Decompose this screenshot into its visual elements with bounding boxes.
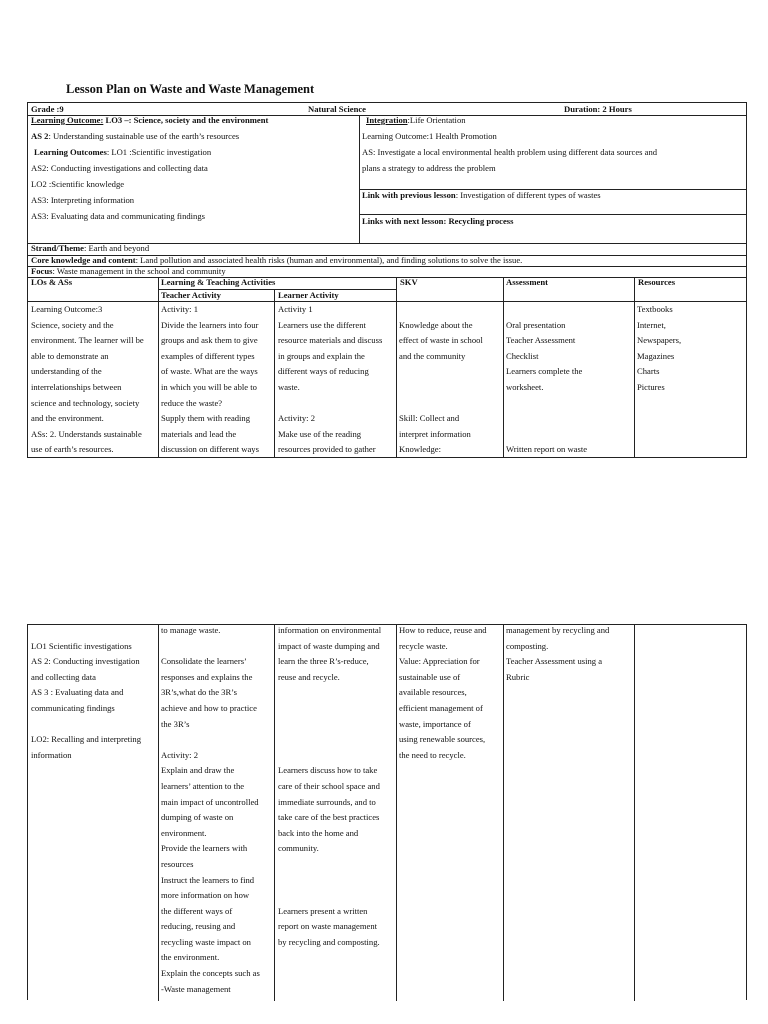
cell-line: immediate surrounds, and to	[278, 796, 376, 807]
cell-line: environment. The learner will be	[31, 335, 144, 346]
cell-line: Internet,	[637, 319, 666, 330]
cell-line: Checklist	[506, 350, 539, 361]
cell-line	[278, 748, 381, 764]
focus-text: : Waste management in the school and community	[52, 266, 226, 276]
focus-label: Focus	[31, 266, 53, 276]
cell-line: responses and explains the	[161, 671, 253, 682]
prev-lesson-text: : Investigation of different types of wastes	[455, 190, 601, 200]
cell-line: take care of the best practices	[278, 812, 380, 823]
next-lesson-text: : Recycling process	[443, 216, 514, 226]
cell-line: learners’ attention to the	[161, 780, 245, 791]
cell-line: more information on how	[161, 890, 250, 901]
cell-line: the 3R’s	[161, 718, 190, 729]
cell-line	[506, 427, 587, 443]
cell-line: sustainable use of	[399, 671, 461, 682]
cell-line: the different ways of	[161, 905, 233, 916]
cell-line	[31, 623, 141, 639]
cell-line: 3R’s,what do the 3R’s	[161, 687, 237, 698]
cell-line: and the community	[399, 350, 466, 361]
los-text: : LO1 :Scientific investigation	[106, 147, 212, 157]
cell-line: Activity 1	[278, 304, 313, 314]
cell-line: resources	[161, 858, 194, 869]
cell-line	[278, 701, 381, 717]
lesson-plan-table-page-2	[27, 624, 747, 1000]
cell-line: Supply them with reading	[161, 413, 251, 424]
cell-line: Oral presentation	[506, 319, 566, 330]
cell-line: understanding of the	[31, 366, 102, 377]
cell-line	[506, 396, 587, 412]
col-header-assessment: Assessment	[506, 277, 549, 287]
cell-line: care of their school space and	[278, 780, 380, 791]
cell-line: information	[31, 749, 72, 760]
col-header-activities: Learning & Teaching Activities	[161, 277, 276, 287]
cell-line	[399, 380, 483, 396]
cell-line: Science, society and the	[31, 319, 114, 330]
cell-line	[399, 302, 483, 318]
cell-line: to manage waste.	[161, 625, 221, 635]
cell-line: the need to recycle.	[399, 749, 466, 760]
cell-line: environment.	[161, 827, 207, 838]
p1-assessment-cell	[506, 302, 587, 458]
cell-line: efficient management of	[399, 702, 483, 713]
cell-line: recycling waste impact on	[161, 936, 251, 947]
cell-line: resource materials and discuss	[278, 335, 383, 346]
p2-assessment-cell	[506, 623, 609, 685]
cell-line	[161, 732, 260, 748]
cell-line: impact of waste dumping and	[278, 640, 380, 651]
page-title: Lesson Plan on Waste and Waste Management	[66, 82, 315, 96]
cell-line: in which you will be able to	[161, 381, 257, 392]
core-text: : Land pollution and associated health risks (human and environmental), and finding solutions to solve the issue.	[135, 255, 523, 265]
cell-line: Make use of the reading	[278, 428, 362, 439]
p2-los-cell	[31, 623, 141, 763]
cell-line: of waste. What are the ways	[161, 366, 258, 377]
p1-teacher-cell	[161, 302, 259, 458]
p1-skv-cell	[399, 302, 483, 458]
cell-line: Pictures	[637, 381, 665, 392]
cell-line	[278, 873, 381, 889]
p1-los-cell	[31, 302, 144, 458]
col-header-skv: SKV	[400, 277, 418, 287]
cell-line: resources provided to gather	[278, 444, 376, 455]
cell-line: Learners complete the	[506, 366, 583, 377]
cell-line: use of earth’s resources.	[31, 444, 114, 455]
cell-line: groups and ask them to give	[161, 335, 258, 346]
cell-line	[278, 396, 382, 412]
cell-line	[278, 888, 381, 904]
p1-learner-cell	[278, 302, 382, 458]
p2-learner-cell	[278, 623, 381, 950]
cell-line: dumping of waste on	[161, 812, 234, 823]
cell-line: science and technology, society	[31, 397, 140, 408]
cell-line: information on environmental	[278, 625, 382, 635]
cell-line: Activity: 1	[161, 304, 198, 314]
cell-line	[31, 717, 141, 733]
cell-line: Newspapers,	[637, 335, 682, 346]
cell-line: reduce the waste?	[161, 397, 223, 408]
cell-line: Explain the concepts such as	[161, 968, 260, 979]
col-header-resources: Resources	[638, 277, 676, 287]
cell-line: Knowledge:	[399, 444, 442, 455]
cell-line: How to reduce, reuse and	[399, 625, 487, 635]
cell-line: Activity: 2	[161, 749, 198, 760]
integration-label: Integration	[366, 115, 408, 125]
cell-line: -Waste management	[161, 983, 231, 994]
cell-line: waste, importance of	[399, 718, 471, 729]
as2-text: : Understanding sustainable use of the earth’s resources	[48, 131, 240, 141]
lo-text: LO3 –: Science, society and the environment	[103, 115, 269, 125]
duration-cell: Duration: 2 Hours	[564, 104, 632, 114]
outcome-line-6: AS3: Interpreting information	[31, 195, 135, 205]
lesson-plan-table-page-1	[27, 102, 747, 458]
cell-line: materials and lead the	[161, 428, 237, 439]
lo-label: Learning Outcome:	[31, 115, 104, 125]
cell-line: Knowledge about the	[399, 319, 473, 330]
col-header-learner: Learner Activity	[278, 290, 339, 300]
as2-label: AS 2	[31, 131, 49, 141]
cell-line: able to demonstrate an	[31, 350, 109, 361]
p2-skv-cell	[399, 623, 487, 763]
cell-line: composting.	[506, 640, 549, 651]
outcome-line-5: LO2 :Scientific knowledge	[31, 179, 125, 189]
cell-line: Written report on waste	[506, 444, 588, 455]
cell-line	[278, 685, 381, 701]
cell-line: Learning Outcome:3	[31, 304, 103, 314]
cell-line: main impact of uncontrolled	[161, 796, 259, 807]
cell-line: Divide the learners into four	[161, 319, 259, 330]
strand-text: : Earth and beyond	[84, 243, 150, 253]
cell-line: examples of different types	[161, 350, 255, 361]
cell-line	[278, 857, 381, 873]
cell-line: worksheet.	[506, 381, 544, 392]
cell-line: report on waste management	[278, 921, 378, 932]
integration-line-2: Learning Outcome:1 Health Promotion	[362, 131, 497, 141]
cell-line: by recycling and composting.	[278, 936, 380, 947]
cell-line	[278, 732, 381, 748]
cell-line: using renewable sources,	[399, 734, 486, 745]
cell-line: achieve and how to practice	[161, 702, 257, 713]
cell-line	[399, 396, 483, 412]
cell-line: discussion on different ways	[161, 444, 259, 455]
cell-line: Value: Appreciation for	[399, 656, 480, 667]
cell-line: learn the three R’s-reduce,	[278, 656, 369, 667]
outcome-line-7: AS3: Evaluating data and communicating findings	[31, 211, 205, 221]
p2-teacher-cell	[161, 623, 260, 997]
col-header-teacher: Teacher Activity	[161, 290, 221, 300]
cell-line: back into the home and	[278, 827, 359, 838]
cell-line: community.	[278, 843, 319, 854]
cell-line	[399, 364, 483, 380]
cell-line: effect of waste in school	[399, 335, 483, 346]
cell-line: LO2: Recalling and interpreting	[31, 734, 142, 745]
cell-line	[278, 717, 381, 733]
cell-line: Magazines	[637, 350, 675, 361]
cell-line: management by recycling and	[506, 625, 610, 635]
cell-line: Explain and draw the	[161, 765, 235, 776]
cell-line: in groups and explain the	[278, 350, 365, 361]
cell-line: Rubric	[506, 671, 530, 682]
outcome-line-4: AS2: Conducting investigations and collecting data	[31, 163, 208, 173]
cell-line: Learners use the different	[278, 319, 366, 330]
cell-line: Charts	[637, 366, 660, 377]
cell-line: Instruct the learners to find	[161, 874, 255, 885]
prev-lesson-label: Link with previous lesson	[362, 190, 456, 200]
cell-line: and the environment.	[31, 413, 104, 424]
cell-line	[506, 411, 587, 427]
cell-line: reuse and recycle.	[278, 671, 340, 682]
cell-line: and collecting data	[31, 671, 96, 682]
integration-text: :Life Orientation	[407, 115, 466, 125]
cell-line: available resources,	[399, 687, 467, 698]
cell-line: Textbooks	[637, 304, 673, 314]
strand-label: Strand/Theme	[31, 243, 84, 253]
cell-line	[161, 639, 260, 655]
cell-line: AS 2: Conducting investigation	[31, 656, 140, 667]
cell-line: reducing, reusing and	[161, 921, 236, 932]
cell-line: Provide the learners with	[161, 843, 248, 854]
integration-line-3: AS: Investigate a local environmental health problem using different data sources and	[362, 147, 658, 157]
cell-line: ASs: 2. Understands sustainable	[31, 428, 142, 439]
integration-line-4: plans a strategy to address the problem	[362, 163, 496, 173]
cell-line: Skill: Collect and	[399, 413, 460, 424]
cell-line: communicating findings	[31, 702, 115, 713]
cell-line: different ways of reducing	[278, 366, 369, 377]
cell-line: Teacher Assessment using a	[506, 656, 603, 667]
col-header-los: LOs & ASs	[31, 277, 73, 287]
subject-cell: Natural Science	[308, 104, 366, 114]
cell-line: AS 3 : Evaluating data and	[31, 687, 124, 698]
cell-line: Teacher Assessment	[506, 335, 576, 346]
cell-line: LO1 Scientific investigations	[31, 640, 132, 651]
cell-line: Consolidate the learners’	[161, 656, 247, 667]
cell-line: waste.	[278, 381, 300, 392]
cell-line: Activity: 2	[278, 413, 315, 424]
grade-cell: Grade :9	[31, 104, 64, 114]
cell-line: Learners present a written	[278, 905, 368, 916]
next-lesson-label: Links with next lesson	[362, 216, 444, 226]
cell-line: interrelationships between	[31, 381, 122, 392]
cell-line: Learners discuss how to take	[278, 765, 378, 776]
cell-line: interpret information	[399, 428, 471, 439]
cell-line	[506, 302, 587, 318]
los-label: Learning Outcomes	[34, 147, 107, 157]
cell-line: recycle waste.	[399, 640, 448, 651]
p1-resources-cell	[637, 302, 681, 396]
core-label: Core knowledge and content	[31, 255, 136, 265]
cell-line: the environment.	[161, 952, 220, 963]
